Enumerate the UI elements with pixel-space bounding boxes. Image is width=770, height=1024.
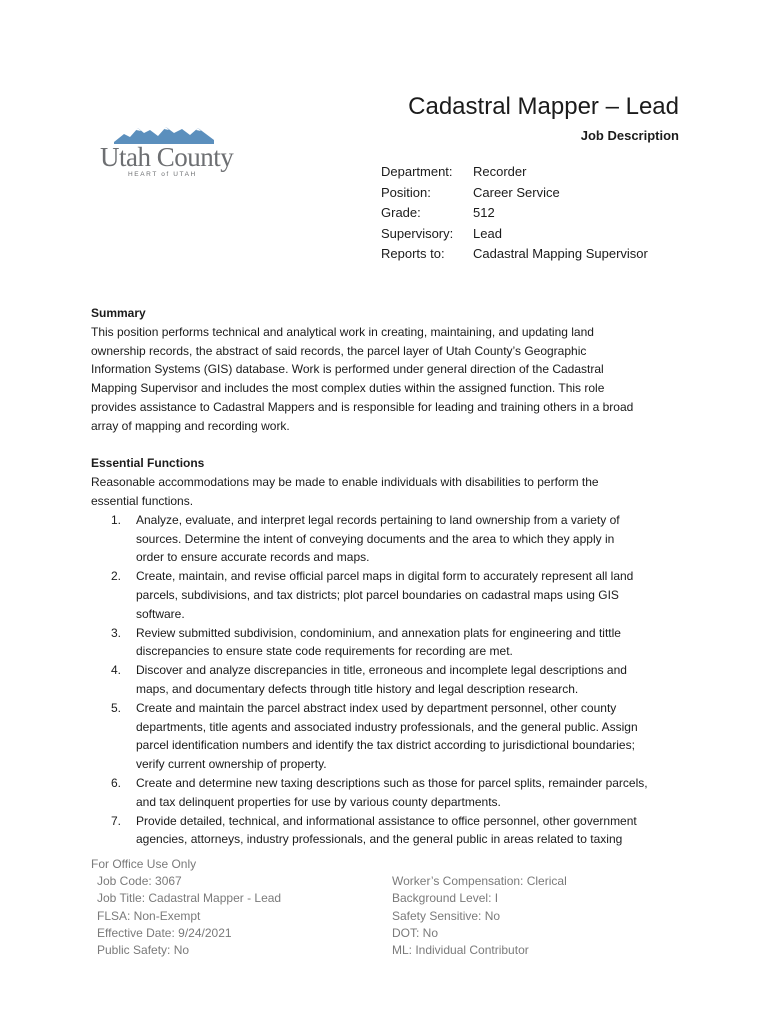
footer-flsa: FLSA: Non-Exempt — [97, 908, 201, 923]
list-line: Create and determine new taxing descriptions such as those for parcel splits, remainder parcels, — [136, 775, 648, 790]
footer-workers-comp: Worker’s Compensation: Clerical — [392, 874, 567, 889]
summary-line: array of mapping and recording work. — [91, 418, 290, 433]
meta-row-position — [381, 183, 648, 204]
list-number: 3. — [111, 625, 122, 640]
list-line: Create, maintain, and revise official parcel maps in digital form to accurately represent all land — [136, 569, 634, 584]
page-title: Cadastral Mapper – Lead — [408, 93, 679, 120]
list-item — [91, 511, 691, 567]
list-line: software. — [136, 606, 185, 621]
list-item — [91, 624, 691, 662]
list-line: parcels, subdivisions, and tax districts; plot parcel boundaries on cadastral maps using GIS — [136, 587, 619, 602]
list-line: Analyze, evaluate, and interpret legal records pertaining to land ownership from a variety of — [136, 512, 620, 527]
summary-line: provides assistance to Cadastral Mappers and is responsible for leading and training others in a broad — [91, 399, 634, 414]
essential-functions-heading: Essential Functions — [91, 456, 205, 471]
summary-text — [91, 323, 691, 436]
summary-line: Mapping Supervisor and includes the most complex duties within the assigned function. This role — [91, 381, 605, 396]
footer-dot: DOT: No — [392, 925, 439, 940]
meta-label: Reports to: — [381, 246, 445, 261]
list-line: verify current ownership of property. — [136, 757, 327, 772]
footer-ml: ML: Individual Contributor — [392, 943, 529, 958]
list-number: 2. — [111, 569, 122, 584]
footer-public-safety: Public Safety: No — [97, 943, 190, 958]
list-item — [91, 774, 691, 812]
list-line: departments, title agents and associated industry professionals, and the general public. Assign — [136, 719, 638, 734]
essential-intro-line: Reasonable accommodations may be made to enable individuals with disabilities to perform the — [91, 475, 599, 490]
office-use-footer — [91, 856, 692, 959]
meta-row-department — [381, 162, 648, 183]
meta-value: 512 — [473, 205, 495, 220]
meta-label: Grade: — [381, 205, 421, 220]
meta-value: Cadastral Mapping Supervisor — [473, 246, 648, 261]
list-item — [91, 812, 691, 850]
summary-heading: Summary — [91, 306, 146, 320]
list-line: maps, and documentary defects through title history and legal description research. — [136, 681, 579, 696]
list-line: Provide detailed, technical, and informational assistance to office personnel, other government — [136, 813, 637, 828]
list-line: agencies, attorneys, industry professionals, and the general public in areas related to taxing — [136, 832, 623, 847]
list-item — [91, 567, 691, 623]
document-body — [91, 304, 691, 849]
list-line: Review submitted subdivision, condominium, and annexation plats for engineering and tittle — [136, 625, 621, 640]
essential-functions-list — [91, 511, 691, 849]
meta-value: Recorder — [473, 164, 527, 179]
mountain-icon — [114, 124, 214, 144]
list-number: 5. — [111, 700, 122, 715]
meta-row-supervisory — [381, 224, 648, 245]
meta-label: Position: — [381, 184, 431, 200]
footer-job-code: Job Code: 3067 — [97, 874, 182, 889]
list-line: sources. Determine the intent of conveying documents and the area to which they apply in — [136, 531, 615, 546]
list-number: 1. — [111, 512, 122, 527]
list-number: 6. — [111, 775, 122, 790]
list-line: discrepancies to ensure state code requirements for recording are met. — [136, 644, 513, 659]
job-meta-table — [381, 162, 648, 265]
page-subtitle: Job Description — [580, 128, 679, 143]
list-number: 7. — [111, 813, 122, 828]
list-line: Create and maintain the parcel abstract index used by department personnel, other county — [136, 700, 617, 715]
meta-row-grade — [381, 203, 648, 224]
meta-row-reports-to — [381, 244, 648, 265]
summary-line: This position performs technical and analytical work in creating, maintaining, and updating land — [91, 324, 594, 339]
footer-heading: For Office Use Only — [91, 857, 197, 871]
meta-label: Supervisory: — [381, 225, 454, 241]
footer-job-title: Job Title: Cadastral Mapper - Lead — [97, 891, 282, 906]
meta-value: Career Service — [473, 184, 560, 200]
meta-label: Department: — [381, 164, 453, 179]
footer-left-column — [91, 873, 392, 959]
footer-safety-sensitive: Safety Sensitive: No — [392, 908, 501, 923]
logo-wordmark: Utah County — [100, 142, 234, 172]
list-line: order to ensure accurate records and maps. — [136, 550, 370, 565]
summary-line: Information Systems (GIS) database. Work is performed under general direction of the Cadastral — [91, 362, 604, 377]
list-item — [91, 661, 691, 699]
footer-right-column — [392, 873, 692, 959]
list-number: 4. — [111, 663, 122, 678]
list-item — [91, 699, 691, 774]
footer-background-level: Background Level: I — [392, 891, 499, 906]
essential-intro-line: essential functions. — [91, 493, 194, 508]
logo-tagline: HEART of UTAH — [128, 171, 197, 178]
list-line: and tax delinquent properties for use by various county departments. — [136, 794, 501, 809]
utah-county-logo — [98, 120, 233, 182]
summary-line: ownership records, the abstract of said records, the parcel layer of Utah County’s Geographic — [91, 343, 587, 358]
meta-value: Lead — [473, 225, 502, 241]
list-line: parcel identification numbers and identify the tax district according to jurisdictional boundaries; — [136, 738, 635, 753]
list-line: Discover and analyze discrepancies in title, erroneous and incomplete legal descriptions and — [136, 663, 627, 678]
footer-effective-date: Effective Date: 9/24/2021 — [97, 925, 232, 940]
